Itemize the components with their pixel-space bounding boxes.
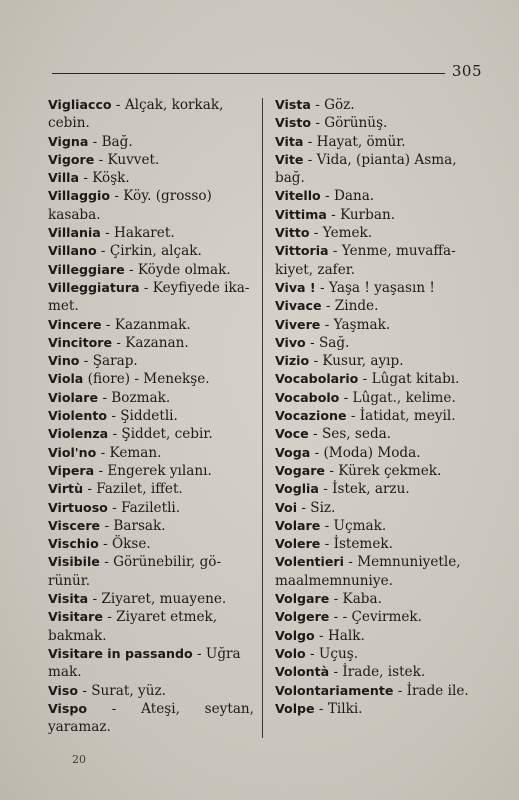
headword: Viola (48, 371, 84, 387)
definition: - Vida, (pianta) Asma, (307, 151, 457, 168)
column-divider (262, 98, 263, 738)
definition-continuation: cebin. (48, 115, 90, 132)
headword: Volgare (275, 591, 330, 607)
definition: - Kürek çekmek. (329, 462, 442, 479)
definition: - Yaşmak. (324, 316, 391, 333)
headword: Visto (275, 115, 312, 131)
dictionary-entry (48, 517, 254, 535)
dictionary-entry (48, 261, 254, 279)
dictionary-entry (275, 114, 487, 132)
headword: Villeggiatura (48, 279, 140, 295)
definition: - Fazilet, iffet. (87, 481, 183, 498)
dictionary-entry (48, 151, 254, 169)
definition: - Keyfiyede ika- (143, 279, 250, 296)
dictionary-entry (275, 425, 487, 443)
dictionary-entry (275, 499, 487, 517)
definition: - Keman. (100, 444, 162, 461)
headword: Voga (275, 444, 311, 460)
dictionary-entry (48, 462, 254, 480)
headword: Violenza (48, 426, 109, 442)
definition: (fiore) - Menekşe. (87, 371, 210, 388)
definition: - Kaba. (333, 591, 382, 608)
dictionary-entry (48, 242, 254, 260)
headword: Villano (48, 243, 97, 259)
definition: - Görünüş. (315, 115, 388, 132)
headword: Vigore (48, 151, 95, 167)
headword: Voce (275, 426, 309, 442)
definition: - Yemek. (313, 225, 373, 242)
headword: Volere (275, 536, 321, 552)
dictionary-entry (275, 608, 487, 626)
definition: - Ziyaret, muayene. (92, 591, 227, 608)
headword: Visitare in passando (48, 645, 193, 661)
headword: Violento (48, 408, 107, 424)
dictionary-entry (275, 590, 487, 608)
headword: Villaggio (48, 188, 110, 204)
dictionary-entry (275, 370, 487, 388)
definition-continuation: kasaba. (48, 206, 101, 223)
definition: - Barsak. (104, 517, 166, 534)
dictionary-entry (275, 133, 487, 151)
headword: Volgere (275, 609, 330, 625)
dictionary-entry (275, 279, 487, 297)
definition: - Zinde. (325, 298, 379, 315)
dictionary-entry (48, 169, 254, 187)
headword: Virtuoso (48, 499, 108, 515)
definition-continuation: rünür. (48, 572, 91, 589)
dictionary-entry (275, 444, 487, 462)
dictionary-entry (48, 590, 254, 608)
dictionary-entry (48, 187, 254, 224)
definition: - Uçuş. (310, 645, 359, 662)
definition: - Engerek yılanı. (98, 462, 212, 479)
definition: - Köy. (grosso) (114, 188, 212, 205)
dictionary-entry (48, 407, 254, 425)
dictionary-entry (48, 224, 254, 242)
definition: - Köşk. (83, 170, 130, 187)
dictionary-entry (275, 316, 487, 334)
headword: Vincitore (48, 334, 113, 350)
headword: Vivo (275, 334, 306, 350)
definition: - Bozmak. (102, 389, 171, 406)
dictionary-entry (48, 553, 254, 590)
dictionary-entry (48, 425, 254, 443)
dictionary-entry (48, 444, 254, 462)
definition: - Ökse. (103, 536, 151, 553)
dictionary-entry (48, 334, 254, 352)
headword: Vocazione (275, 408, 347, 424)
dictionary-entry (275, 187, 487, 205)
headword: Visita (48, 591, 89, 607)
definition-continuation: kiyet, zafer. (275, 261, 356, 278)
header-rule (52, 73, 445, 74)
headword: Villa (48, 170, 79, 186)
headword: Vita (275, 133, 304, 149)
dictionary-entry (275, 517, 487, 535)
definition: - Uğra (196, 645, 241, 662)
headword: Vittoria (275, 243, 329, 259)
definition: - Ziyaret etmek, (107, 609, 218, 626)
headword: Vocabolo (275, 389, 340, 405)
definition-continuation: bağ. (275, 170, 305, 187)
definition: - Ateşi, seytan, yaramaz. (48, 700, 255, 736)
headword: Vivere (275, 316, 321, 332)
dictionary-entry (48, 682, 254, 700)
definition: - Şiddet, cebir. (112, 426, 213, 443)
headword: Vizio (275, 353, 310, 369)
dictionary-entry (275, 334, 487, 352)
dictionary-entry (275, 352, 487, 370)
dictionary-entry (48, 535, 254, 553)
dictionary-entry (275, 553, 487, 590)
signature-mark: 20 (72, 753, 86, 766)
left-column (48, 96, 254, 736)
definition-continuation: bakmak. (48, 627, 107, 644)
definition: - Şarap. (83, 353, 138, 370)
headword: Vite (275, 151, 304, 167)
definition: - İatidat, meyil. (350, 408, 456, 425)
definition: - Dana. (325, 188, 375, 205)
definition-continuation: mak. (48, 664, 82, 681)
definition: - Siz. (301, 499, 336, 516)
definition: - Kuvvet. (98, 151, 160, 168)
definition: - İrade, istek. (333, 664, 426, 681)
definition: - Kusur, ayıp. (313, 353, 404, 370)
headword: Visibile (48, 554, 100, 570)
headword: Volgo (275, 627, 315, 643)
definition: - Kazanan. (116, 334, 189, 351)
definition-continuation: met. (48, 298, 79, 315)
headword: Viol'no (48, 444, 97, 460)
dictionary-entry (275, 663, 487, 681)
headword: Volare (275, 517, 321, 533)
definition: - Yenme, muvaffa- (332, 243, 456, 260)
definition: - İstemek. (324, 536, 393, 553)
definition: - Lûgat kitabı. (362, 371, 460, 388)
dictionary-entry (275, 151, 487, 188)
headword: Volpe (275, 700, 315, 716)
definition: - İstek, arzu. (323, 481, 410, 498)
definition: - - Çevirmek. (333, 609, 422, 626)
headword: Visitare (48, 609, 103, 625)
headword: Viscere (48, 517, 101, 533)
dictionary-entry (275, 462, 487, 480)
definition: - Hayat, ömür. (307, 133, 406, 150)
headword: Volontà (275, 664, 330, 680)
definition: - Çirkin, alçak. (100, 243, 202, 260)
dictionary-entry (48, 352, 254, 370)
headword: Vitto (275, 225, 310, 241)
dictionary-entry (48, 480, 254, 498)
headword: Vista (275, 97, 311, 112)
definition: - Kazanmak. (105, 316, 191, 333)
dictionary-entry (275, 682, 487, 700)
definition: - (Moda) Moda. (314, 444, 421, 461)
definition: - Göz. (315, 97, 355, 113)
definition: - Halk. (319, 627, 365, 644)
dictionary-entry (275, 297, 487, 315)
dictionary-entry (275, 627, 487, 645)
dictionary-entry (275, 645, 487, 663)
dictionary-entry (275, 407, 487, 425)
headword: Vispo (48, 700, 88, 716)
headword: Vitello (275, 188, 321, 204)
dictionary-entry (48, 279, 254, 316)
headword: Volentieri (275, 554, 344, 570)
headword: Vigliacco (48, 97, 112, 112)
dictionary-entry (48, 316, 254, 334)
headword: Villeggiare (48, 261, 125, 277)
headword: Vigna (48, 133, 89, 149)
definition: - Hakaret. (105, 225, 175, 242)
dictionary-entry (48, 608, 254, 645)
headword: Vivace (275, 298, 322, 314)
page-number: 305 (451, 62, 482, 80)
definition: - Surat, yüz. (82, 682, 166, 699)
headword: Violare (48, 389, 99, 405)
definition: - İrade ile. (397, 682, 469, 699)
definition: - Kurban. (331, 206, 396, 223)
headword: Volo (275, 645, 306, 661)
dictionary-entry (48, 389, 254, 407)
headword: Vischio (48, 536, 99, 552)
dictionary-entry (48, 370, 254, 388)
definition: - Tilki. (318, 700, 363, 717)
headword: Vino (48, 353, 80, 369)
definition: - Görünebilir, gö- (104, 554, 222, 571)
definition: - Yaşa ! yaşasın ! (320, 279, 435, 296)
definition: - Lûgat., kelime. (343, 389, 456, 406)
headword: Viva ! (275, 279, 316, 295)
headword: Voi (275, 499, 298, 515)
headword: Vittima (275, 206, 327, 222)
headword: Vipera (48, 462, 95, 478)
dictionary-entry (48, 700, 254, 737)
definition: - Köyde olmak. (128, 261, 231, 278)
dictionary-entry (48, 645, 254, 682)
definition: - Bağ. (92, 133, 133, 150)
dictionary-entry (48, 499, 254, 517)
headword: Viso (48, 682, 78, 698)
dictionary-entry (275, 700, 487, 718)
headword: Volontariamente (275, 682, 394, 698)
dictionary-entry (275, 96, 487, 114)
dictionary-entry (275, 206, 487, 224)
headword: Vincere (48, 316, 102, 332)
dictionary-entry (275, 389, 487, 407)
headword: Vogare (275, 462, 325, 478)
dictionary-entry (48, 133, 254, 151)
dictionary-entry (275, 224, 487, 242)
dictionary-entry (275, 242, 487, 279)
dictionary-entry (275, 480, 487, 498)
definition: - Alçak, korkak, (115, 97, 224, 113)
definition-continuation: maalmemnuniye. (275, 572, 393, 589)
definition: - Memnuniyetle, (348, 554, 461, 571)
right-column (275, 96, 487, 718)
dictionary-entry (275, 535, 487, 553)
headword: Vocabolario (275, 371, 359, 387)
definition: - Ses, seda. (313, 426, 392, 443)
headword: Virtù (48, 481, 84, 497)
definition: - Faziletli. (112, 499, 181, 516)
definition: - Sağ. (310, 334, 350, 351)
definition: - Uçmak. (324, 517, 387, 534)
headword: Voglia (275, 481, 319, 497)
headword: Villania (48, 225, 101, 241)
dictionary-entry (48, 96, 254, 133)
definition: - Şiddetli. (111, 408, 178, 425)
